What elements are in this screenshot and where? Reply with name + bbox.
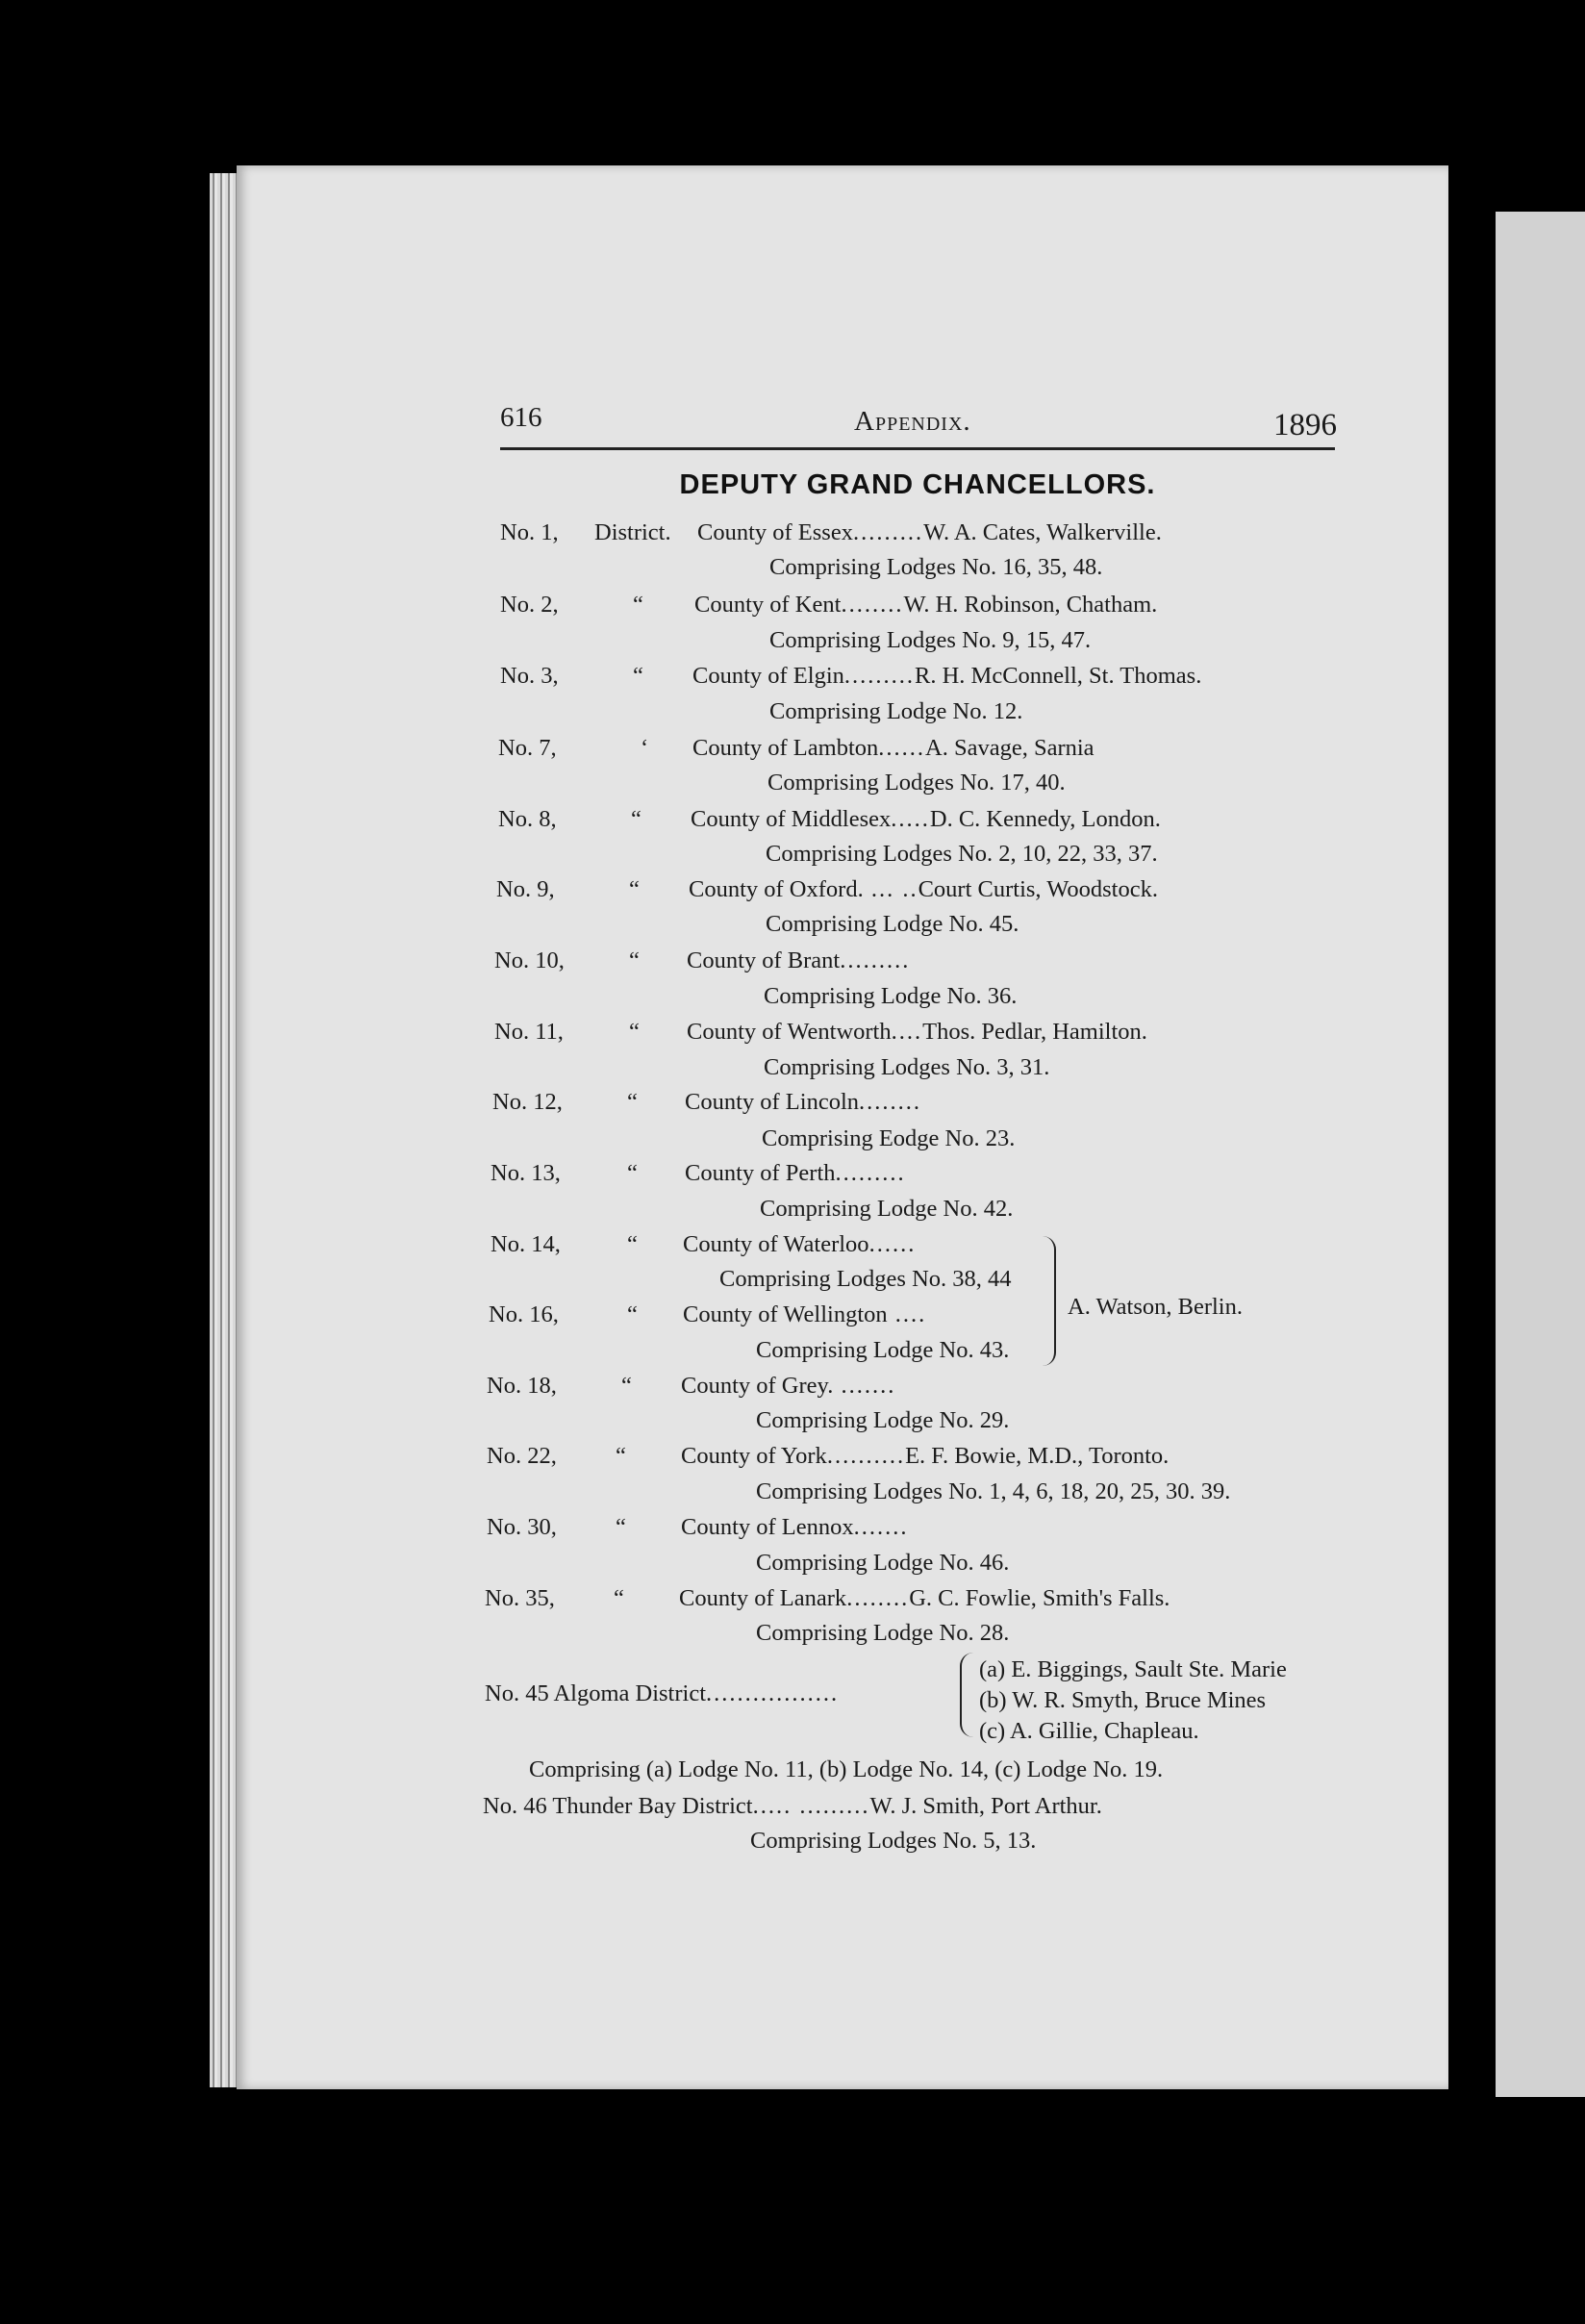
list-item	[498, 806, 1161, 833]
year: 1896	[1273, 408, 1337, 442]
ditto-mark: “	[614, 1585, 624, 1611]
entry-number: No. 14,	[491, 1231, 561, 1257]
county-name: County of Grey. .......	[681, 1373, 896, 1399]
algoma-comprising: Comprising (a) Lodge No. 11, (b) Lodge No. 14, (c) Lodge No. 19.	[529, 1756, 1164, 1782]
comprising-lodges: Comprising Lodge No. 28.	[756, 1620, 1010, 1646]
county-name: County of Lanark........G. C. Fowlie, Smith's Falls.	[679, 1585, 1170, 1611]
ditto-mark: “	[631, 806, 642, 832]
ditto-mark: “	[616, 1443, 626, 1469]
thunder-bay-comprising: Comprising Lodges No. 5, 13.	[750, 1828, 1037, 1854]
officer-name: E. F. Bowie, M.D., Toronto.	[905, 1443, 1170, 1469]
comprising-lodges: Comprising Lodge No. 43.	[756, 1337, 1010, 1363]
algoma-officer: (c) A. Gillie, Chapleau.	[979, 1718, 1199, 1744]
comprising-lodges: Comprising Lodge No. 42.	[760, 1196, 1014, 1222]
entry-number: No. 30,	[487, 1514, 557, 1540]
ditto-mark: “	[627, 1089, 638, 1115]
county-name: County of Lincoln........	[685, 1089, 922, 1115]
entry-number: No. 10,	[494, 947, 565, 973]
list-item	[492, 1089, 922, 1116]
list-item	[496, 876, 1158, 903]
county-name: County of Elgin.........R. H. McConnell, St. Thomas.	[692, 663, 1202, 689]
ditto-mark: “	[633, 592, 643, 618]
ditto-mark: ‘	[641, 735, 649, 761]
county-name: County of Perth.........	[685, 1160, 906, 1186]
ditto-mark: “	[629, 1019, 640, 1045]
ditto-mark: “	[633, 663, 643, 689]
ditto-mark: “	[629, 947, 640, 973]
comprising-lodges: Comprising Lodges No. 9, 15, 47.	[769, 627, 1092, 653]
comprising-lodges: Comprising Lodges No. 1, 4, 6, 18, 20, 25, 30. 39.	[756, 1478, 1231, 1504]
officer-name: R. H. McConnell, St. Thomas.	[915, 663, 1202, 689]
comprising-lodges: Comprising Lodges No. 2, 10, 22, 33, 37.	[766, 841, 1158, 867]
officer-name: Thos. Pedlar, Hamilton.	[922, 1019, 1147, 1045]
entry-number: No. 16,	[489, 1301, 559, 1327]
comprising-lodges: Comprising Lodges No. 38, 44	[719, 1266, 1012, 1292]
entry-number: No. 2,	[500, 592, 559, 618]
entry-number: No. 7,	[498, 735, 557, 761]
list-item	[487, 1514, 909, 1541]
officer-name: Court Curtis, Woodstock.	[918, 876, 1158, 902]
page-number: 616	[500, 402, 542, 433]
algoma-entry: No. 45 Algoma District.................	[485, 1680, 840, 1706]
thunder-bay-label: No. 46 Thunder Bay District	[483, 1793, 753, 1819]
county-name: County of Lennox.......	[681, 1514, 909, 1540]
list-item	[489, 1301, 927, 1328]
list-item	[500, 592, 1158, 619]
algoma-brace	[960, 1653, 975, 1737]
comprising-lodges: Comprising Eodge No. 23.	[762, 1125, 1016, 1151]
algoma-label: No. 45 Algoma District	[485, 1680, 707, 1706]
comprising-lodges: Comprising Lodges No. 16, 35, 48.	[769, 554, 1103, 580]
list-item	[500, 519, 1162, 546]
ditto-mark: “	[629, 876, 640, 902]
list-item	[498, 735, 1094, 762]
comprising-lodges: Comprising Lodge No. 29.	[756, 1407, 1010, 1433]
algoma-officer: (a) E. Biggings, Sault Ste. Marie	[979, 1656, 1287, 1682]
county-name: County of Oxford. ... ..Court Curtis, Woodstock.	[689, 876, 1158, 902]
comprising-lodges: Comprising Lodge No. 46.	[756, 1550, 1010, 1576]
comprising-lodges: Comprising Lodge No. 36.	[764, 983, 1018, 1009]
ditto-mark: “	[616, 1514, 626, 1540]
ditto-mark: “	[627, 1301, 638, 1327]
entry-number: No. 11,	[494, 1019, 564, 1045]
county-name: County of Waterloo......	[683, 1231, 917, 1257]
officer-name: W. J. Smith, Port Arthur.	[869, 1793, 1102, 1819]
district-label: District.	[594, 519, 671, 545]
list-item	[500, 663, 1202, 690]
officer-name: D. C. Kennedy, London.	[929, 806, 1161, 832]
comprising-lodges: Comprising Lodge No. 12.	[769, 698, 1023, 724]
list-item	[487, 1373, 896, 1400]
entry-number: No. 35,	[485, 1585, 555, 1611]
comprising-lodges: Comprising Lodges No. 17, 40.	[767, 770, 1066, 796]
county-name: County of Wentworth....Thos. Pedlar, Hamilton.	[687, 1019, 1147, 1045]
entry-number: No. 12,	[492, 1089, 563, 1115]
entry-number: No. 18,	[487, 1373, 557, 1399]
officer-name: W. H. Robinson, Chatham.	[903, 592, 1158, 618]
entry-number: No. 3,	[500, 663, 559, 689]
group-brace	[1041, 1236, 1056, 1366]
entry-number: No. 1,	[500, 519, 559, 545]
group-officer-name: A. Watson, Berlin.	[1068, 1294, 1243, 1320]
ditto-mark: “	[621, 1373, 632, 1399]
list-item	[487, 1443, 1170, 1470]
county-name: County of Brant.........	[687, 947, 911, 973]
algoma-officer: (b) W. R. Smyth, Bruce Mines	[979, 1687, 1267, 1713]
ditto-mark: “	[627, 1231, 638, 1257]
comprising-lodges: Comprising Lodges No. 3, 31.	[764, 1054, 1050, 1080]
list-item	[491, 1231, 917, 1258]
list-item	[494, 947, 911, 974]
officer-name: G. C. Fowlie, Smith's Falls.	[909, 1585, 1170, 1611]
running-title: Appendix.	[854, 406, 971, 437]
officer-name: A. Savage, Sarnia	[925, 735, 1094, 761]
list-item	[491, 1160, 906, 1187]
county-name: County of Wellington ....	[683, 1301, 927, 1327]
county-name: County of Middlesex.....D. C. Kennedy, London.	[691, 806, 1161, 832]
county-name: County of Kent........W. H. Robinson, Chatham.	[694, 592, 1158, 618]
entry-number: No. 9,	[496, 876, 555, 902]
entry-number: No. 8,	[498, 806, 557, 832]
entry-number: No. 22,	[487, 1443, 557, 1469]
county-name: County of Essex.........W. A. Cates, Walkerville.	[697, 519, 1162, 545]
comprising-lodges: Comprising Lodge No. 45.	[766, 911, 1019, 937]
county-name: County of Lambton......A. Savage, Sarnia	[692, 735, 1094, 761]
ditto-mark: “	[627, 1160, 638, 1186]
county-name: County of York..........E. F. Bowie, M.D., Toronto.	[681, 1443, 1170, 1469]
thunder-bay-entry: No. 46 Thunder Bay District..... .........W. J. Smith, Port Arthur.	[483, 1793, 1102, 1819]
list-item	[494, 1019, 1147, 1046]
section-title: DEPUTY GRAND CHANCELLORS.	[679, 469, 1156, 500]
entry-number: No. 13,	[491, 1160, 561, 1186]
list-item	[485, 1585, 1170, 1612]
officer-name: W. A. Cates, Walkerville.	[923, 519, 1162, 545]
